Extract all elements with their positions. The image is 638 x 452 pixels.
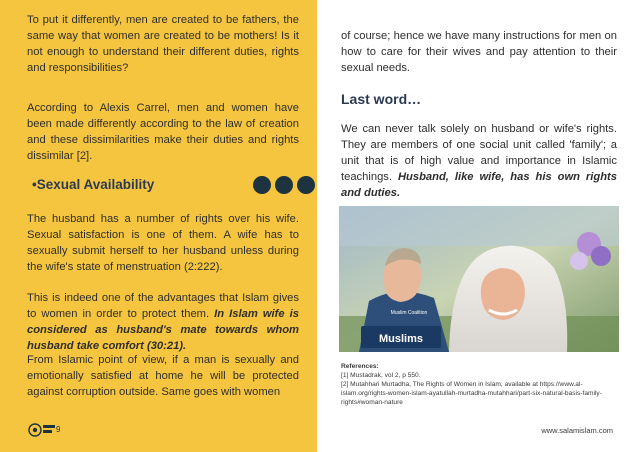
left-paragraph-2: According to Alexis Carrel, men and women have been made differently according to the law of creation and these dissimilarities make their duties and rights dissimilar [2]. [27,102,299,162]
reference-item: [1] Mustadrak, vol 2, p 550. [341,372,421,379]
paragraph-2-text: We can never talk solely on husband or wife's rights. They are members of one social unit called 'family'; a unit that is of high value and importance in Islamic teachings. [341,123,617,183]
decorative-dot [297,176,315,194]
couple-photo [339,206,619,352]
website-url: www.salamislam.com [541,426,613,435]
photo-sign-text: Muslims [378,333,424,345]
page-number: 9 [56,425,61,434]
decorative-dot [275,176,293,194]
left-paragraph-5: From Islamic point of view, if a man is sexually and emotionally satisfied at home he will be protected against corruption outside. Same goes with women [27,354,299,398]
right-paragraph-2 [341,121,617,201]
left-column [0,0,317,452]
photo-shirt-text: Muslim Coalition [390,310,428,316]
references-title: References: [341,363,379,370]
references [341,362,617,407]
reference-item: [2] Mutahhari Murtadha, The Rights of Women in Islam, available at https://www.al-islam.org/rights-women-islam-ayatullah-murtadha-mutahhari/part-six-natural-basis-family-rights#woman-nature [341,381,602,406]
last-word-heading: Last word… [341,91,422,107]
paragraph-4-emphasis: In Islam wife is considered as husband's mate towards whom husband take comfort (30:21). [27,308,299,352]
left-paragraph-3: The husband has a number of rights over his wife. Sexual satisfaction is one of them. A wife has to sexually submit herself to her husband unless during the wife's state of menstruation (2:222). [27,213,299,273]
decorative-dot [253,176,271,194]
right-paragraph-1: of course; hence we have many instructions for men on how to care for their wives and pay attention to their sexual needs. [341,30,617,74]
left-paragraph-4 [27,290,299,354]
paragraph-2-emphasis: Husband, like wife, has his own rights and duties. [341,171,618,199]
left-paragraph-1: To put it differently, men are created to be fathers, the same way that women are created to be mothers! Is it not enough to understand their different duties, rights and responsibilities? [27,14,299,74]
section-heading: •Sexual Availability [32,177,155,192]
paragraph-4-text: This is indeed one of the advantages that Islam gives to women in order to protect them. [27,292,299,320]
